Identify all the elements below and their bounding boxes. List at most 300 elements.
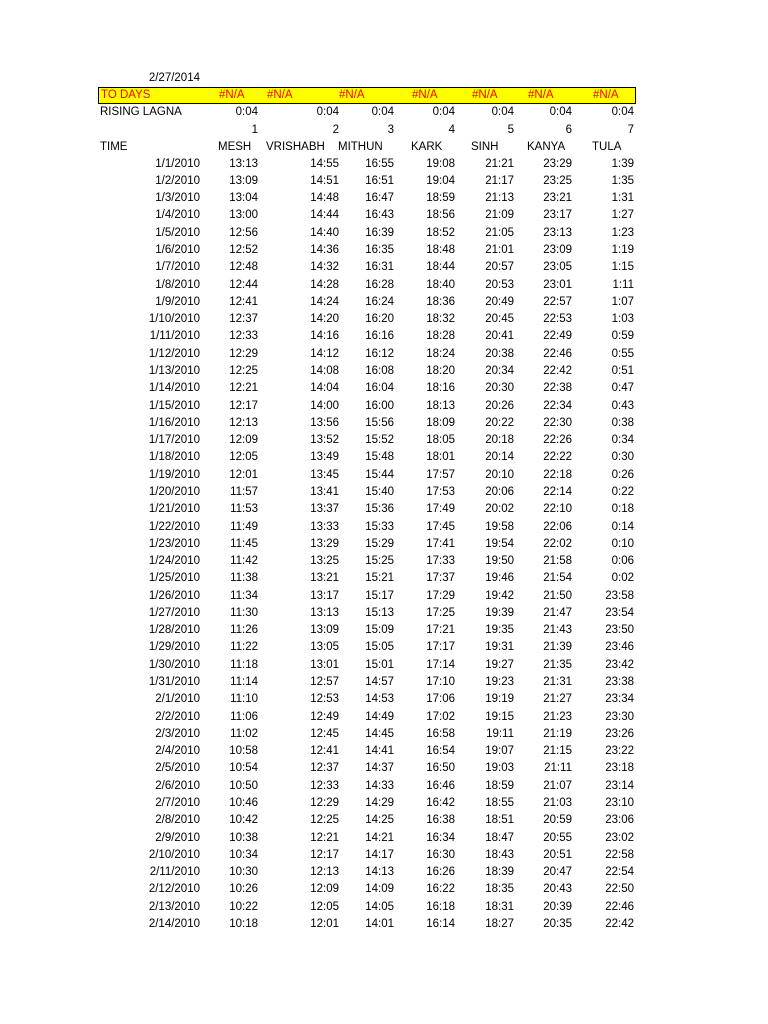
time-cell: 12:37: [310, 762, 339, 775]
time-cell: 12:53: [310, 693, 339, 706]
time-cell: 11:10: [230, 693, 258, 706]
sign-header: KARK: [411, 140, 443, 153]
time-cell: 15:48: [365, 451, 394, 464]
time-cell: 19:19: [485, 693, 514, 706]
time-cell: 0:43: [611, 399, 634, 412]
time-cell: 13:33: [310, 520, 339, 533]
time-cell: 18:28: [426, 330, 455, 343]
row-date: 1/31/2010: [148, 676, 200, 689]
time-cell: 11:14: [230, 676, 258, 689]
time-cell: 23:38: [605, 676, 634, 689]
time-cell: 22:06: [543, 520, 572, 533]
time-cell: 12:05: [229, 451, 258, 464]
time-cell: 22:14: [543, 485, 572, 498]
time-cell: 0:59: [611, 330, 634, 343]
row-date: 1/19/2010: [148, 468, 200, 481]
time-cell: 12:21: [310, 831, 339, 844]
row-date: 1/20/2010: [148, 485, 200, 498]
time-cell: 15:25: [365, 555, 394, 568]
time-cell: 14:13: [365, 866, 394, 879]
today-value: #N/A: [528, 89, 554, 101]
table-row: [98, 277, 636, 294]
time-cell: 19:31: [485, 641, 514, 654]
time-cell: 21:01: [485, 244, 514, 257]
time-cell: 20:18: [485, 434, 514, 447]
rising-label: RISING LAGNA: [100, 106, 182, 119]
time-cell: 1:03: [611, 313, 634, 326]
row-date: 1/21/2010: [148, 503, 200, 516]
table-row: [98, 657, 636, 674]
time-cell: 18:47: [485, 831, 514, 844]
time-cell: 19:46: [485, 572, 514, 585]
table-row: [98, 156, 636, 173]
time-cell: 22:53: [543, 313, 572, 326]
time-cell: 16:18: [426, 900, 455, 913]
time-cell: 12:41: [229, 295, 258, 308]
time-cell: 22:02: [543, 537, 572, 550]
time-cell: 17:14: [426, 658, 455, 671]
time-cell: 14:55: [310, 157, 339, 170]
time-cell: 15:33: [365, 520, 394, 533]
time-cell: 23:14: [605, 779, 634, 792]
time-cell: 1:31: [611, 192, 634, 205]
column-index: 3: [387, 123, 394, 136]
table-row: [98, 847, 636, 864]
time-cell: 15:05: [365, 641, 394, 654]
row-date: 2/5/2010: [155, 762, 200, 775]
time-cell: 17:49: [426, 503, 455, 516]
table-row: [98, 743, 636, 760]
time-cell: 12:37: [229, 313, 258, 326]
top-date-row: [98, 70, 636, 87]
time-cell: 11:30: [230, 606, 258, 619]
time-cell: 20:38: [485, 347, 514, 360]
time-cell: 14:41: [365, 745, 394, 758]
table-row: [98, 709, 636, 726]
time-cell: 20:10: [485, 468, 514, 481]
time-cell: 18:13: [426, 399, 455, 412]
time-cell: 0:30: [611, 451, 634, 464]
time-cell: 20:39: [543, 900, 572, 913]
time-cell: 18:24: [426, 347, 455, 360]
time-cell: 23:18: [605, 762, 634, 775]
row-date: 2/10/2010: [148, 848, 200, 861]
time-cell: 19:11: [486, 727, 514, 740]
sign-header: MITHUN: [338, 140, 383, 153]
time-cell: 12:48: [229, 261, 258, 274]
time-cell: 21:03: [543, 796, 572, 809]
row-date: 2/9/2010: [155, 831, 200, 844]
today-value: #N/A: [412, 89, 438, 101]
rising-value: 0:04: [235, 106, 258, 119]
time-cell: 11:38: [230, 572, 258, 585]
time-cell: 16:42: [426, 796, 455, 809]
time-cell: 16:20: [365, 313, 394, 326]
time-cell: 23:34: [605, 693, 634, 706]
time-cell: 13:17: [310, 589, 339, 602]
time-cell: 19:04: [426, 174, 455, 187]
time-cell: 11:49: [230, 520, 258, 533]
today-value: #N/A: [219, 89, 245, 101]
time-cell: 19:50: [485, 555, 514, 568]
time-cell: 21:15: [543, 745, 572, 758]
time-cell: 21:58: [543, 555, 572, 568]
time-cell: 23:21: [543, 192, 572, 205]
time-cell: 23:13: [543, 226, 572, 239]
time-cell: 23:26: [605, 727, 634, 740]
time-cell: 13:45: [310, 468, 339, 481]
time-cell: 11:18: [230, 658, 258, 671]
table-row: [98, 881, 636, 898]
time-cell: 16:35: [365, 244, 394, 257]
time-cell: 14:51: [310, 174, 339, 187]
index-row: [98, 122, 636, 139]
row-date: 1/18/2010: [148, 451, 200, 464]
header-row: [98, 139, 636, 156]
table-row: [98, 899, 636, 916]
time-cell: 0:10: [611, 537, 634, 550]
row-date: 1/6/2010: [155, 244, 200, 257]
row-date: 1/2/2010: [155, 174, 200, 187]
rising-value: 0:04: [316, 106, 339, 119]
time-cell: 13:41: [310, 485, 339, 498]
table-row: [98, 259, 636, 276]
time-cell: 14:36: [310, 244, 339, 257]
time-cell: 16:30: [426, 848, 455, 861]
today-row: [98, 87, 636, 104]
table-row: [98, 536, 636, 553]
table-row: [98, 380, 636, 397]
time-cell: 12:33: [310, 779, 339, 792]
time-cell: 18:48: [426, 244, 455, 257]
rising-value: 0:04: [611, 106, 634, 119]
time-cell: 16:12: [365, 347, 394, 360]
time-cell: 22:38: [543, 382, 572, 395]
time-cell: 18:59: [426, 192, 455, 205]
time-cell: 12:05: [310, 900, 339, 913]
time-cell: 21:21: [485, 157, 514, 170]
time-cell: 18:01: [426, 451, 455, 464]
table-row: [98, 588, 636, 605]
row-date: 2/12/2010: [148, 883, 200, 896]
table-row: [98, 415, 636, 432]
time-cell: 22:49: [543, 330, 572, 343]
row-date: 2/7/2010: [155, 796, 200, 809]
rising-value: 0:04: [371, 106, 394, 119]
time-cell: 10:46: [229, 796, 258, 809]
time-cell: 12:25: [229, 364, 258, 377]
sign-header: MESH: [218, 140, 252, 153]
time-cell: 20:35: [543, 917, 572, 930]
time-cell: 15:09: [365, 624, 394, 637]
time-cell: 14:04: [310, 382, 339, 395]
time-cell: 19:54: [485, 537, 514, 550]
time-cell: 15:52: [365, 434, 394, 447]
table-row: [98, 691, 636, 708]
time-cell: 23:50: [605, 624, 634, 637]
time-cell: 12:13: [310, 866, 339, 879]
time-cell: 16:04: [365, 382, 394, 395]
time-cell: 1:39: [611, 157, 634, 170]
time-cell: 22:10: [543, 503, 572, 516]
time-cell: 0:18: [611, 503, 634, 516]
time-cell: 13:13: [310, 606, 339, 619]
time-cell: 18:59: [485, 779, 514, 792]
time-cell: 14:45: [365, 727, 394, 740]
time-cell: 21:09: [485, 209, 514, 222]
time-cell: 12:45: [310, 727, 339, 740]
time-cell: 14:44: [310, 209, 339, 222]
time-cell: 11:02: [230, 727, 258, 740]
time-cell: 20:47: [543, 866, 572, 879]
top-date: 2/27/2014: [148, 72, 200, 84]
time-cell: 13:00: [229, 209, 258, 222]
time-cell: 0:22: [611, 485, 634, 498]
time-cell: 11:26: [230, 624, 258, 637]
table-row: [98, 207, 636, 224]
row-date: 1/9/2010: [155, 295, 200, 308]
time-cell: 17:37: [426, 572, 455, 585]
time-cell: 21:54: [543, 572, 572, 585]
time-cell: 14:40: [310, 226, 339, 239]
row-date: 1/28/2010: [148, 624, 200, 637]
table-row: [98, 864, 636, 881]
time-cell: 12:57: [310, 676, 339, 689]
rising-value: 0:04: [491, 106, 514, 119]
time-cell: 10:58: [229, 745, 258, 758]
time-cell: 21:11: [544, 762, 572, 775]
time-cell: 18:09: [426, 416, 455, 429]
table-row: [98, 449, 636, 466]
time-cell: 0:26: [611, 468, 634, 481]
time-cell: 20:14: [485, 451, 514, 464]
time-cell: 21:27: [543, 693, 572, 706]
time-cell: 20:51: [543, 848, 572, 861]
today-value: #N/A: [339, 89, 365, 101]
row-date: 1/15/2010: [148, 399, 200, 412]
table-row: [98, 553, 636, 570]
time-cell: 16:54: [426, 745, 455, 758]
time-cell: 17:41: [426, 537, 455, 550]
time-cell: 16:00: [365, 399, 394, 412]
time-cell: 17:29: [426, 589, 455, 602]
time-cell: 14:25: [365, 814, 394, 827]
table-row: [98, 294, 636, 311]
time-cell: 16:47: [365, 192, 394, 205]
row-date: 1/29/2010: [148, 641, 200, 654]
time-cell: 16:38: [426, 814, 455, 827]
time-cell: 19:08: [426, 157, 455, 170]
time-cell: 10:38: [229, 831, 258, 844]
time-cell: 20:53: [485, 278, 514, 291]
time-cell: 19:23: [485, 676, 514, 689]
column-index: 6: [565, 123, 572, 136]
row-date: 2/6/2010: [155, 779, 200, 792]
time-cell: 21:35: [543, 658, 572, 671]
time-cell: 10:22: [229, 900, 258, 913]
column-index: 5: [507, 123, 514, 136]
time-cell: 13:01: [310, 658, 339, 671]
time-cell: 12:29: [310, 796, 339, 809]
rising-lagna-row: [98, 104, 636, 121]
time-cell: 20:34: [485, 364, 514, 377]
sign-header: KANYA: [527, 140, 566, 153]
row-date: 1/30/2010: [148, 658, 200, 671]
time-cell: 12:17: [229, 399, 258, 412]
row-date: 1/23/2010: [148, 537, 200, 550]
time-cell: 15:01: [365, 658, 394, 671]
time-cell: 17:25: [426, 606, 455, 619]
table-row: [98, 173, 636, 190]
time-cell: 12:13: [229, 416, 258, 429]
time-cell: 18:43: [485, 848, 514, 861]
rising-value: 0:04: [549, 106, 572, 119]
row-date: 2/14/2010: [148, 917, 200, 930]
time-cell: 19:27: [485, 658, 514, 671]
time-cell: 12:09: [229, 434, 258, 447]
time-cell: 16:46: [426, 779, 455, 792]
table-row: [98, 328, 636, 345]
time-cell: 16:51: [365, 174, 394, 187]
time-cell: 12:41: [310, 745, 339, 758]
time-cell: 17:33: [426, 555, 455, 568]
time-cell: 18:44: [426, 261, 455, 274]
time-cell: 18:36: [426, 295, 455, 308]
table-row: [98, 726, 636, 743]
time-cell: 16:22: [426, 883, 455, 896]
time-cell: 21:07: [543, 779, 572, 792]
time-cell: 19:07: [485, 745, 514, 758]
time-cell: 22:46: [543, 347, 572, 360]
time-cell: 1:15: [611, 261, 634, 274]
time-cell: 16:39: [365, 226, 394, 239]
time-cell: 20:41: [485, 330, 514, 343]
time-cell: 15:29: [365, 537, 394, 550]
time-cell: 12:44: [229, 278, 258, 291]
time-cell: 12:56: [229, 226, 258, 239]
time-cell: 16:50: [426, 762, 455, 775]
time-cell: 22:58: [605, 848, 634, 861]
row-date: 1/24/2010: [148, 555, 200, 568]
table-row: [98, 674, 636, 691]
time-cell: 13:49: [310, 451, 339, 464]
time-cell: 16:55: [365, 157, 394, 170]
table-row: [98, 242, 636, 259]
row-date: 1/13/2010: [148, 364, 200, 377]
time-cell: 16:58: [426, 727, 455, 740]
time-cell: 13:09: [229, 174, 258, 187]
column-index: 7: [627, 123, 634, 136]
time-cell: 10:34: [229, 848, 258, 861]
row-date: 1/25/2010: [148, 572, 200, 585]
today-value: #N/A: [472, 89, 498, 101]
time-cell: 21:13: [485, 192, 514, 205]
row-date: 1/16/2010: [148, 416, 200, 429]
time-cell: 16:24: [365, 295, 394, 308]
time-cell: 21:23: [543, 710, 572, 723]
time-cell: 18:32: [426, 313, 455, 326]
table-row: [98, 795, 636, 812]
time-cell: 14:53: [365, 693, 394, 706]
time-cell: 20:55: [543, 831, 572, 844]
time-cell: 14:24: [310, 295, 339, 308]
table-row: [98, 916, 636, 933]
time-cell: 19:42: [485, 589, 514, 602]
time-cell: 1:35: [611, 174, 634, 187]
time-cell: 14:09: [365, 883, 394, 896]
time-cell: 14:32: [310, 261, 339, 274]
table-row: [98, 519, 636, 536]
time-cell: 18:39: [485, 866, 514, 879]
time-cell: 11:57: [230, 485, 258, 498]
time-cell: 20:02: [485, 503, 514, 516]
row-date: 2/4/2010: [155, 745, 200, 758]
sign-header: SINH: [471, 140, 499, 153]
time-cell: 13:52: [310, 434, 339, 447]
time-cell: 23:02: [605, 831, 634, 844]
time-cell: 22:46: [605, 900, 634, 913]
time-cell: 18:55: [485, 796, 514, 809]
time-cell: 20:49: [485, 295, 514, 308]
time-cell: 14:20: [310, 313, 339, 326]
time-cell: 22:42: [543, 364, 572, 377]
time-cell: 12:09: [310, 883, 339, 896]
time-cell: 16:43: [365, 209, 394, 222]
time-cell: 10:30: [229, 866, 258, 879]
time-cell: 22:22: [543, 451, 572, 464]
time-cell: 16:26: [426, 866, 455, 879]
time-cell: 23:54: [605, 606, 634, 619]
table-row: [98, 778, 636, 795]
time-cell: 16:16: [365, 330, 394, 343]
table-row: [98, 622, 636, 639]
time-cell: 0:51: [611, 364, 634, 377]
row-date: 2/11/2010: [149, 866, 200, 879]
time-cell: 13:21: [310, 572, 339, 585]
time-cell: 17:02: [426, 710, 455, 723]
time-cell: 11:42: [230, 555, 258, 568]
time-cell: 21:43: [543, 624, 572, 637]
time-cell: 13:25: [310, 555, 339, 568]
rising-value: 0:04: [432, 106, 455, 119]
today-value: #N/A: [593, 89, 619, 101]
time-cell: 18:20: [426, 364, 455, 377]
time-cell: 21:19: [543, 727, 572, 740]
time-cell: 15:56: [365, 416, 394, 429]
time-cell: 18:51: [485, 814, 514, 827]
time-cell: 23:29: [543, 157, 572, 170]
table-row: [98, 830, 636, 847]
time-cell: 14:37: [365, 762, 394, 775]
time-cell: 23:22: [605, 745, 634, 758]
row-date: 2/2/2010: [155, 710, 200, 723]
row-date: 1/14/2010: [148, 382, 200, 395]
time-cell: 22:18: [543, 468, 572, 481]
table-row: [98, 311, 636, 328]
time-cell: 14:00: [310, 399, 339, 412]
row-date: 2/13/2010: [148, 900, 200, 913]
time-cell: 0:38: [611, 416, 634, 429]
time-cell: 14:29: [365, 796, 394, 809]
time-cell: 15:40: [365, 485, 394, 498]
time-cell: 15:36: [365, 503, 394, 516]
time-cell: 21:31: [543, 676, 572, 689]
time-cell: 18:16: [426, 382, 455, 395]
row-date: 1/10/2010: [148, 313, 200, 326]
time-cell: 15:13: [365, 606, 394, 619]
time-cell: 23:10: [605, 796, 634, 809]
time-cell: 22:30: [543, 416, 572, 429]
